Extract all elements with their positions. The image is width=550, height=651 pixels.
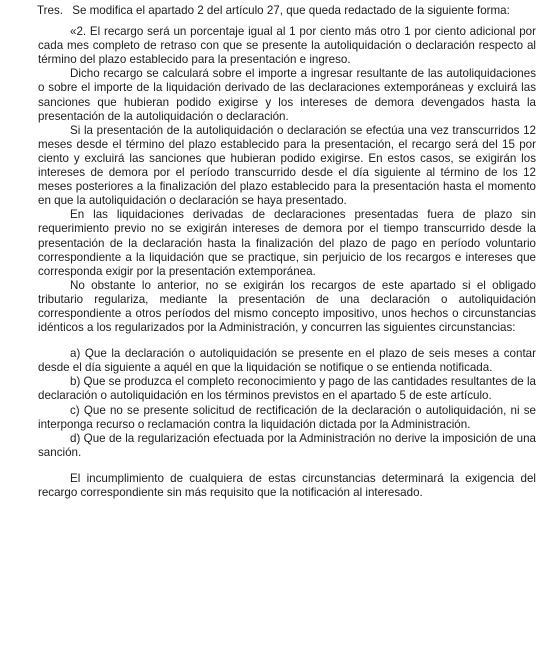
condition-a: a) Que la declaración o autoliquidación se presente en el plazo de seis meses a contar desde el día siguiente a aquél en que la liquidación se notifique o se entienda notificada. <box>38 347 536 375</box>
paragraph-recargo-definition: «2. El recargo será un porcentaje igual al 1 por ciento más otro 1 por ciento adicional por cada mes completo de retraso con que se presente la autoliquidación o declaración respecto al término del plazo establecido para la presentación e ingreso. <box>38 25 536 67</box>
condition-d: d) Que de la regularización efectuada por la Administración no derive la imposición de una sanción. <box>38 431 536 459</box>
paragraph-twelve-months: Si la presentación de la autoliquidación o declaración se efectúa una vez transcurridos 12 meses desde el término del plazo establecido para la presentación, el recargo será del 15 por ciento y excluirá las sanciones que hubieran podido exigirse. En estos casos, se exigirán los intereses de demora por el período transcurrido desde el día siguiente al término de los 12 meses posteriores a la finalización del plazo establecido para la presentación hasta el momento en que la autoliquidación o declaración se haya presentado. <box>38 123 536 208</box>
condition-c: c) Que no se presente solicitud de rectificación de la declaración o autoliquidación, ni se interponga recurso o reclamación contra la liquidación dictada por la Administración. <box>38 403 536 431</box>
intro-line <box>37 4 536 18</box>
paragraph-exception: No obstante lo anterior, no se exigirán los recargos de este apartado si el obligado tributario regulariza, mediante la presentación de una declaración o autoliquidación correspondiente a otros períodos del mismo concepto impositivo, unos hechos o circunstancias idénticos a los regularizados por la Administración, y concurren las siguientes circunstancias: <box>38 278 536 335</box>
intro-text: Se modifica el apartado 2 del artículo 27, que queda redactado de la siguiente forma: <box>72 4 510 17</box>
paragraph-recargo-calculation: Dicho recargo se calculará sobre el importe a ingresar resultante de las autoliquidaciones o sobre el importe de la liquidación derivado de las declaraciones extemporáneas y excluirá las sanciones que hubieran podido exigirse y los intereses de demora devengados hasta la presentación de la autoliquidación o declaración. <box>38 67 536 123</box>
intro-lead: Tres. <box>37 4 63 17</box>
condition-b: b) Que se produzca el completo reconocimiento y pago de las cantidades resultantes de la declaración o autoliquidación en los términos previstos en el apartado 5 de este artículo. <box>38 375 536 403</box>
paragraph-late-declarations: En las liquidaciones derivadas de declaraciones presentadas fuera de plazo sin requerimiento previo no se exigirán intereses de demora por el tiempo transcurrido desde la presentación de la declaración hasta la finalización del plazo de pago en período voluntario correspondiente a la liquidación que se practique, sin perjuicio de los recargos e intereses que corresponda exigir por la presentación extemporánea. <box>38 208 536 278</box>
paragraph-closing: El incumplimiento de cualquiera de estas circunstancias determinará la exigencia del recargo correspondiente sin más requisito que la notificación al interesado. <box>38 471 536 499</box>
